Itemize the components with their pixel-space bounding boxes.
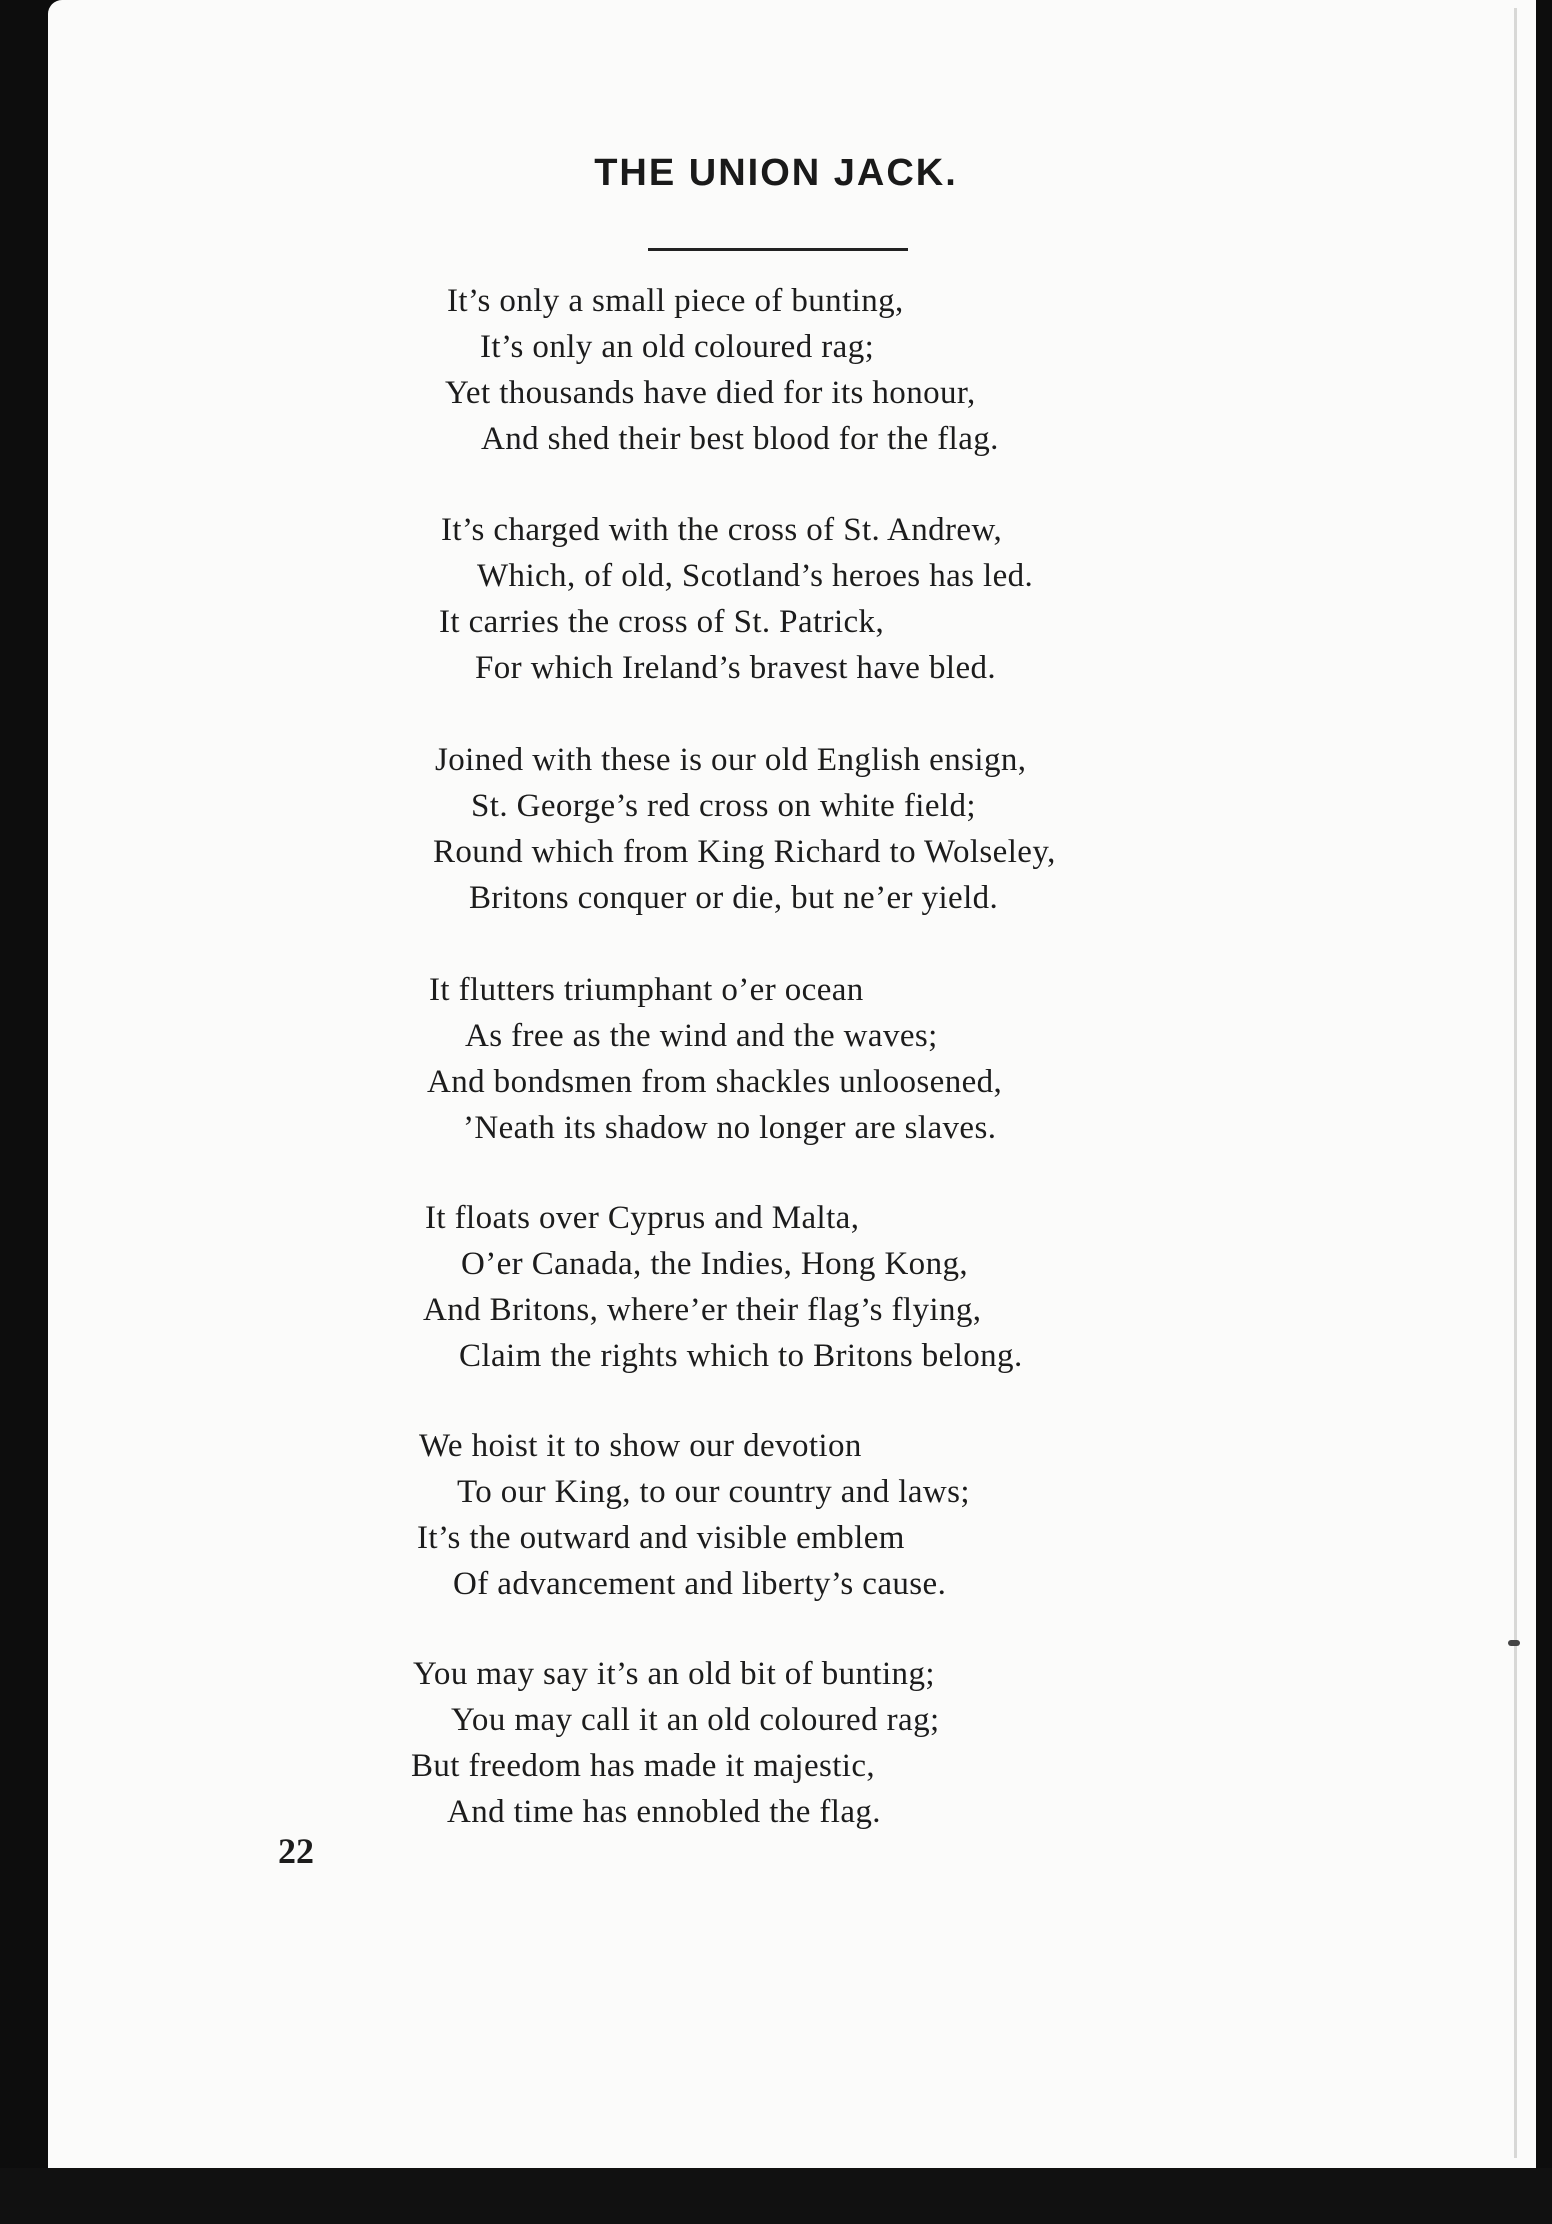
poem-line: It’s the outward and visible emblem: [417, 1520, 905, 1556]
poem-line: And Britons, where’er their flag’s flying,: [423, 1292, 982, 1328]
poem-line: O’er Canada, the Indies, Hong Kong,: [461, 1246, 969, 1282]
poem-line: You may say it’s an old bit of bunting;: [413, 1656, 935, 1692]
poem-line: It’s only an old coloured rag;: [480, 329, 875, 365]
poem-title: THE UNION JACK.: [594, 152, 958, 194]
poem-line: Yet thousands have died for its honour,: [445, 375, 976, 411]
poem-line: For which Ireland’s bravest have bled.: [475, 650, 997, 686]
poem-line: St. George’s red cross on white field;: [471, 788, 976, 824]
poem-line: And shed their best blood for the flag.: [481, 421, 999, 457]
poem-line: Britons conquer or die, but ne’er yield.: [469, 880, 999, 916]
poem-line: It’s only a small piece of bunting,: [447, 283, 904, 319]
poem-line: You may call it an old coloured rag;: [451, 1702, 940, 1738]
poem-line: And time has ennobled the flag.: [447, 1794, 881, 1830]
poem-line: As free as the wind and the waves;: [465, 1018, 938, 1054]
poem-line: ’Neath its shadow no longer are slaves.: [463, 1110, 997, 1146]
poem-line: We hoist it to show our devotion: [419, 1428, 862, 1464]
page-number: 22: [278, 1831, 314, 1871]
poem-line: But freedom has made it majestic,: [411, 1748, 876, 1784]
poem-line: Which, of old, Scotland’s heroes has led.: [477, 558, 1034, 594]
poem-line: Of advancement and liberty’s cause.: [453, 1566, 947, 1602]
poem-line: It flutters triumphant o’er ocean: [429, 972, 864, 1008]
poem-line: Round which from King Richard to Wolseley,: [433, 834, 1056, 870]
poem-line: To our King, to our country and laws;: [457, 1474, 970, 1510]
poem-line: Joined with these is our old English ensign,: [435, 742, 1027, 778]
poem-line: Claim the rights which to Britons belong.: [459, 1338, 1023, 1374]
poem-line: It floats over Cyprus and Malta,: [425, 1200, 860, 1236]
poem-line: And bondsmen from shackles unloosened,: [427, 1064, 1003, 1100]
poem-line: It’s charged with the cross of St. Andrew,: [441, 512, 1003, 548]
poem-line: It carries the cross of St. Patrick,: [439, 604, 885, 640]
